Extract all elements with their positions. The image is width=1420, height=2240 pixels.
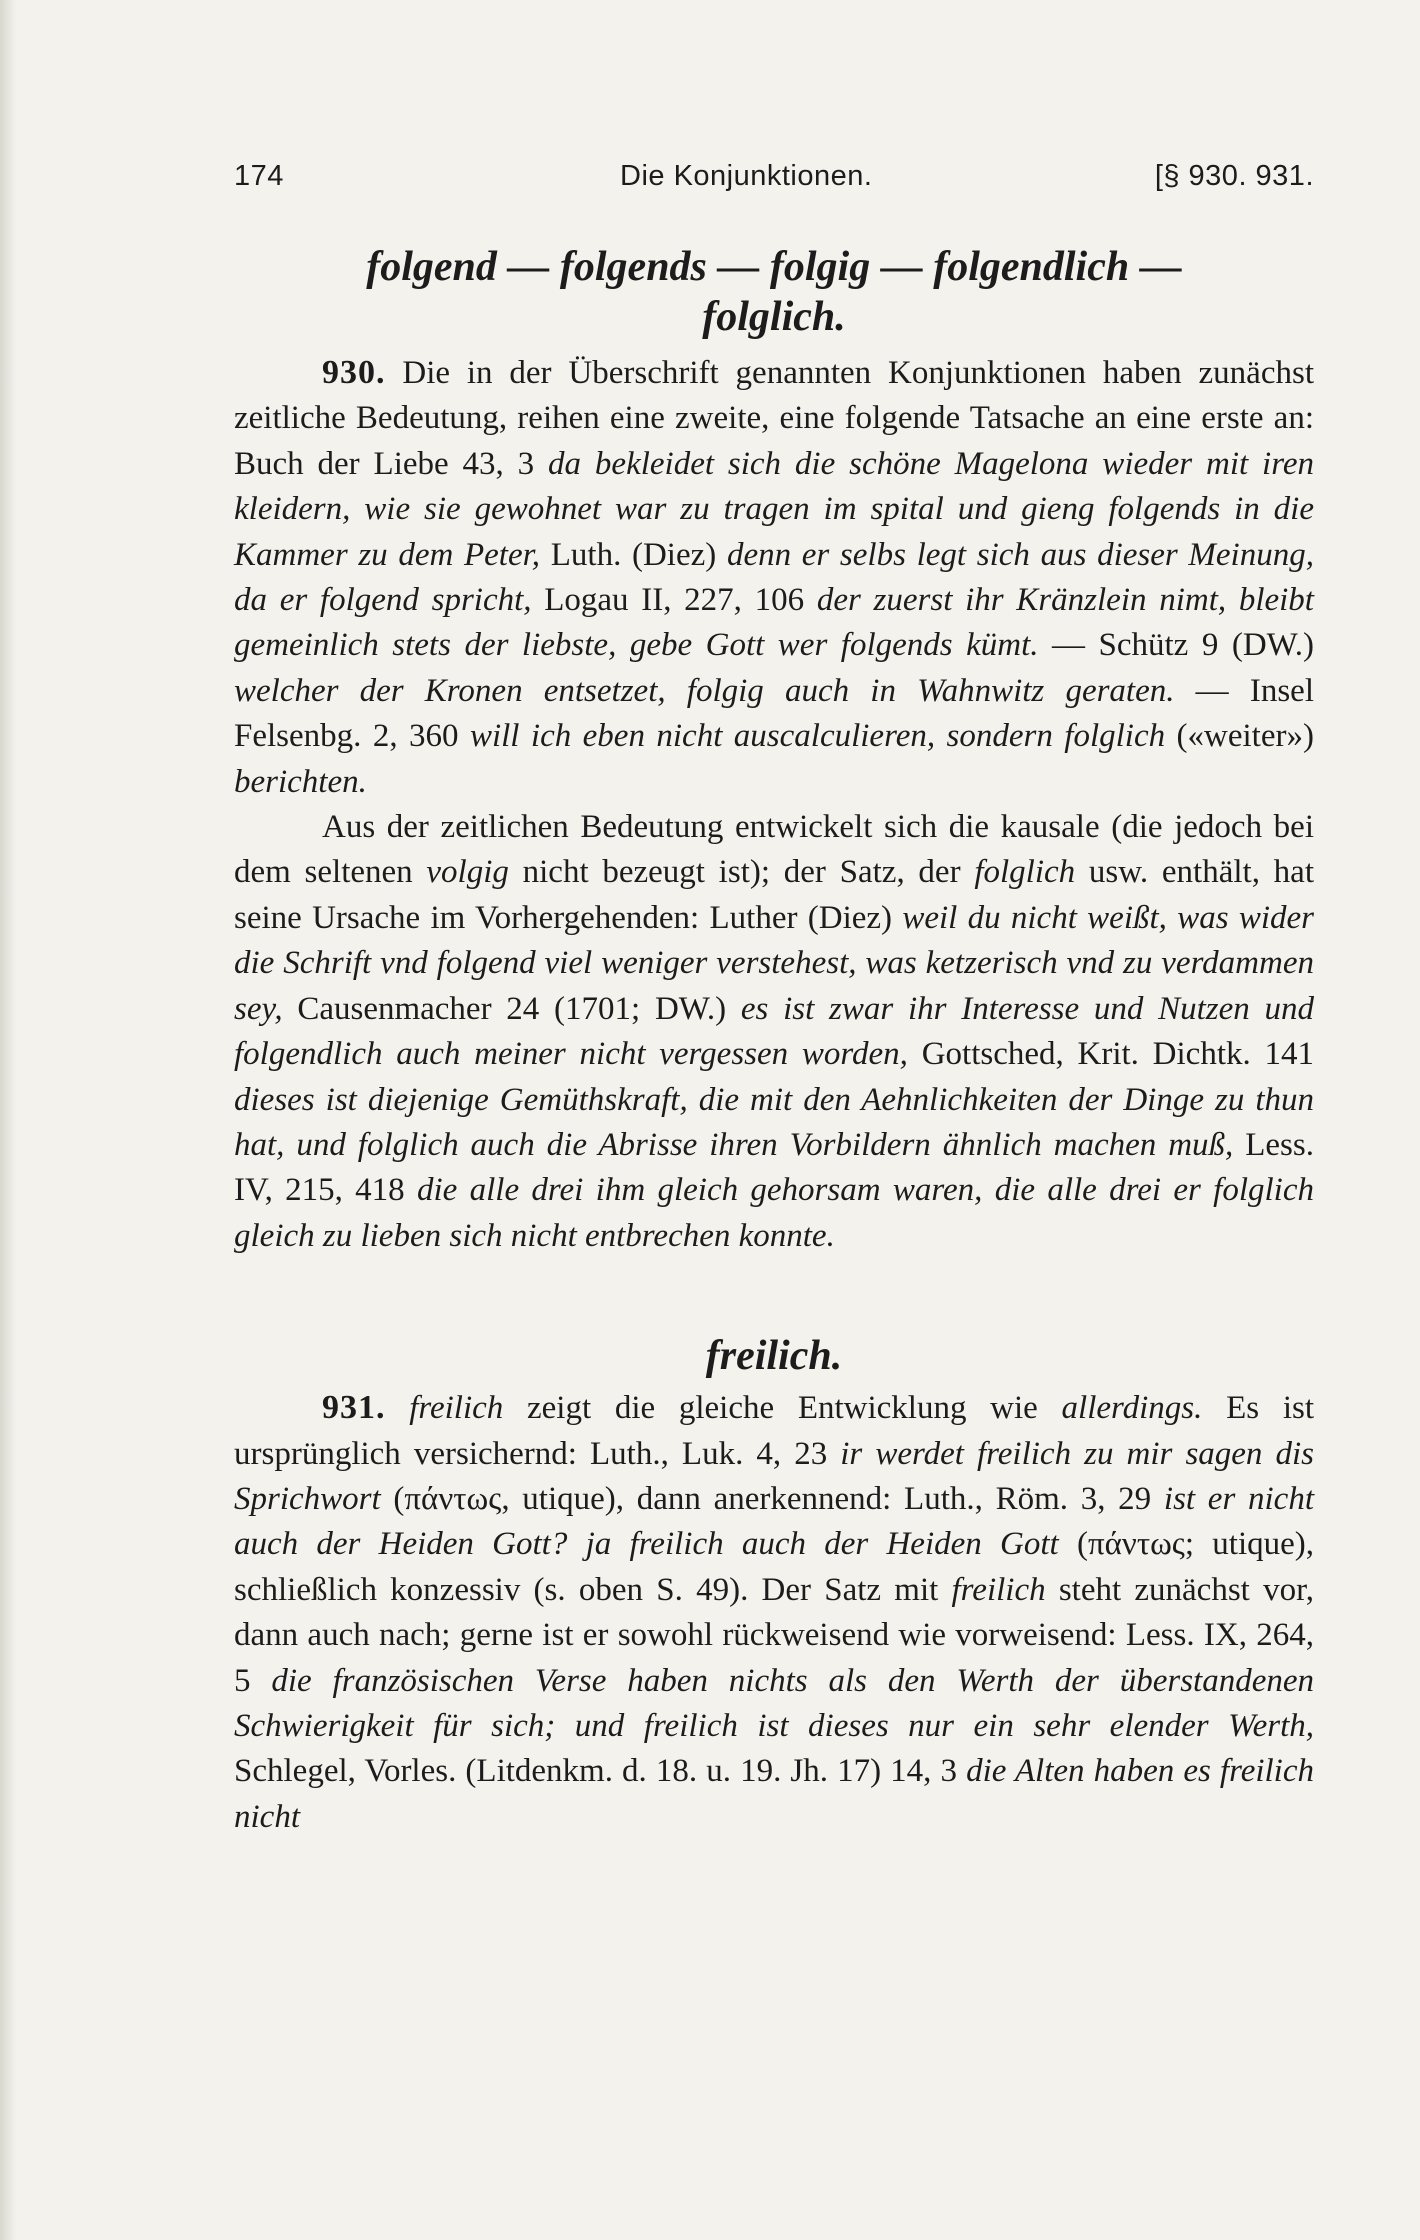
paragraph-number: 930. [322, 354, 386, 391]
body-text: («weiter») [1165, 718, 1314, 755]
paragraph-930-continued [234, 805, 1314, 1259]
citation-text: der zuerst ihr Kränzlein nimt, bleibt gemeinlich stets der liebste, gebe Gott wer folgends kümt. [234, 582, 1314, 664]
chapter-title: Die Konjunktionen. [620, 160, 873, 192]
body-text: zeigt die gleiche Entwicklung wie [503, 1390, 1062, 1427]
paragraph-930 [234, 350, 1314, 805]
citation-text: die alle drei ihm gleich gehorsam waren, die alle drei er folglich gleich zu lieben sich nicht entbrechen konnte. [234, 1172, 1314, 1254]
body-text: Logau II, 227, 106 [531, 582, 817, 619]
page-number: 174 [234, 160, 284, 192]
body-text: — Schütz 9 (DW.) [1038, 627, 1315, 664]
citation-text: will ich eben nicht auscalculieren, sondern folglich [469, 718, 1166, 755]
body-text: Luth. (Diez) [540, 536, 727, 573]
heading-line: folgend — folgends — folgig — folgendlich — [366, 244, 1182, 290]
citation-text: denn er selbs legt sich aus dieser Meinung, da er folgend spricht, [234, 536, 1314, 619]
citation-text: da bekleidet sich die schöne Magelona wieder mit iren kleidern, wie sie gewohnet war zu tragen im spital und gieng folgends in die Kammer zu dem Peter, [234, 445, 1314, 573]
body-text: usw. enthält, hat seine Ursache im Vorhergehenden: Luther (Diez) [234, 854, 1314, 936]
body-text: Es ist ursprünglich versichernd: Luth., Luk. 4, 23 [234, 1390, 1314, 1472]
body-text: nicht bezeugt ist); der Satz, der [508, 854, 975, 891]
body-text: Gottsched, Krit. Dichtk. 141 [907, 1036, 1314, 1073]
body-text: Schlegel, Vorles. (Litdenkm. d. 18. u. 19. Jh. 17) 14, 3 [234, 1753, 967, 1790]
citation-text: freilich [409, 1390, 504, 1427]
body-text: steht zunächst vor, dann auch nach; gerne ist er sowohl rückweisend wie vorweisend: Less. IX, 264, 5 [234, 1571, 1314, 1699]
citation-text: berichten. [234, 763, 367, 800]
citation-text: die französischen Verse haben nichts als den Werth der überstandenen Schwierigkeit für sich; und freilich ist dieses nur ein sehr elender Werth, [234, 1662, 1315, 1744]
citation-text: die Alten haben es freilich nicht [234, 1753, 1314, 1835]
body-text: Aus der zeitlichen Bedeutung entwickelt sich die kausale (die jedoch bei dem seltenen [234, 809, 1314, 891]
body-text: (πάντως, utique), dann anerkennend: Luth., Röm. 3, 29 [380, 1480, 1164, 1517]
citation-text: volgig [426, 854, 509, 891]
running-head [234, 160, 1314, 204]
heading-line: folglich. [702, 294, 846, 340]
citation-text: dieses ist diejenige Gemüthskraft, die mit den Aehnlichkeiten der Dinge zu thun hat, und folglich auch die Abrisse ihren Vorbildern ähnlich machen muß, [234, 1081, 1314, 1163]
citation-text: welcher der Kronen entsetzet, folgig auch in Wahnwitz geraten. [234, 672, 1175, 709]
body-text: — Insel Felsenbg. 2, 360 [234, 672, 1314, 755]
text-column [234, 160, 1314, 1840]
citation-text: es ist zwar ihr Interesse und Nutzen und folgendlich auch meiner nicht vergessen worden, [234, 990, 1314, 1073]
citation-text: weil du nicht weißt, was wider die Schrift vnd folgend viel weniger verstehest, was ketzerisch vnd zu verdammen sey, [234, 899, 1315, 1027]
paragraph-931 [234, 1385, 1314, 1840]
heading-line: freilich. [705, 1333, 843, 1380]
section-heading-folgend [234, 242, 1314, 342]
section-heading-freilich [234, 1331, 1314, 1381]
body-text: Causenmacher 24 (1701; DW.) [282, 990, 741, 1027]
citation-text: ir werdet freilich zu mir sagen dis Sprichwort [234, 1435, 1315, 1517]
section-reference: [§ 930. 931. [1154, 160, 1314, 192]
citation-text: allerdings. [1061, 1390, 1203, 1427]
body-text: (πάντως; utique), schließlich konzessiv (s. oben S. 49). Der Satz mit [234, 1526, 1315, 1608]
paragraph-number: 931. [322, 1389, 386, 1427]
citation-text: freilich [951, 1571, 1046, 1608]
citation-text: ist er nicht auch der Heiden Gott? ja freilich auch der Heiden Gott [234, 1480, 1314, 1563]
body-text: Die in der Überschrift genannten Konjunktionen haben zunächst zeitliche Bedeutung, reihen eine zweite, eine folgende Tatsache an eine erste an: Buch der Liebe 43, 3 [234, 355, 1314, 482]
body-text [386, 1390, 410, 1426]
citation-text: folglich [974, 854, 1076, 891]
body-text: Less. IV, 215, 418 [234, 1126, 1314, 1209]
